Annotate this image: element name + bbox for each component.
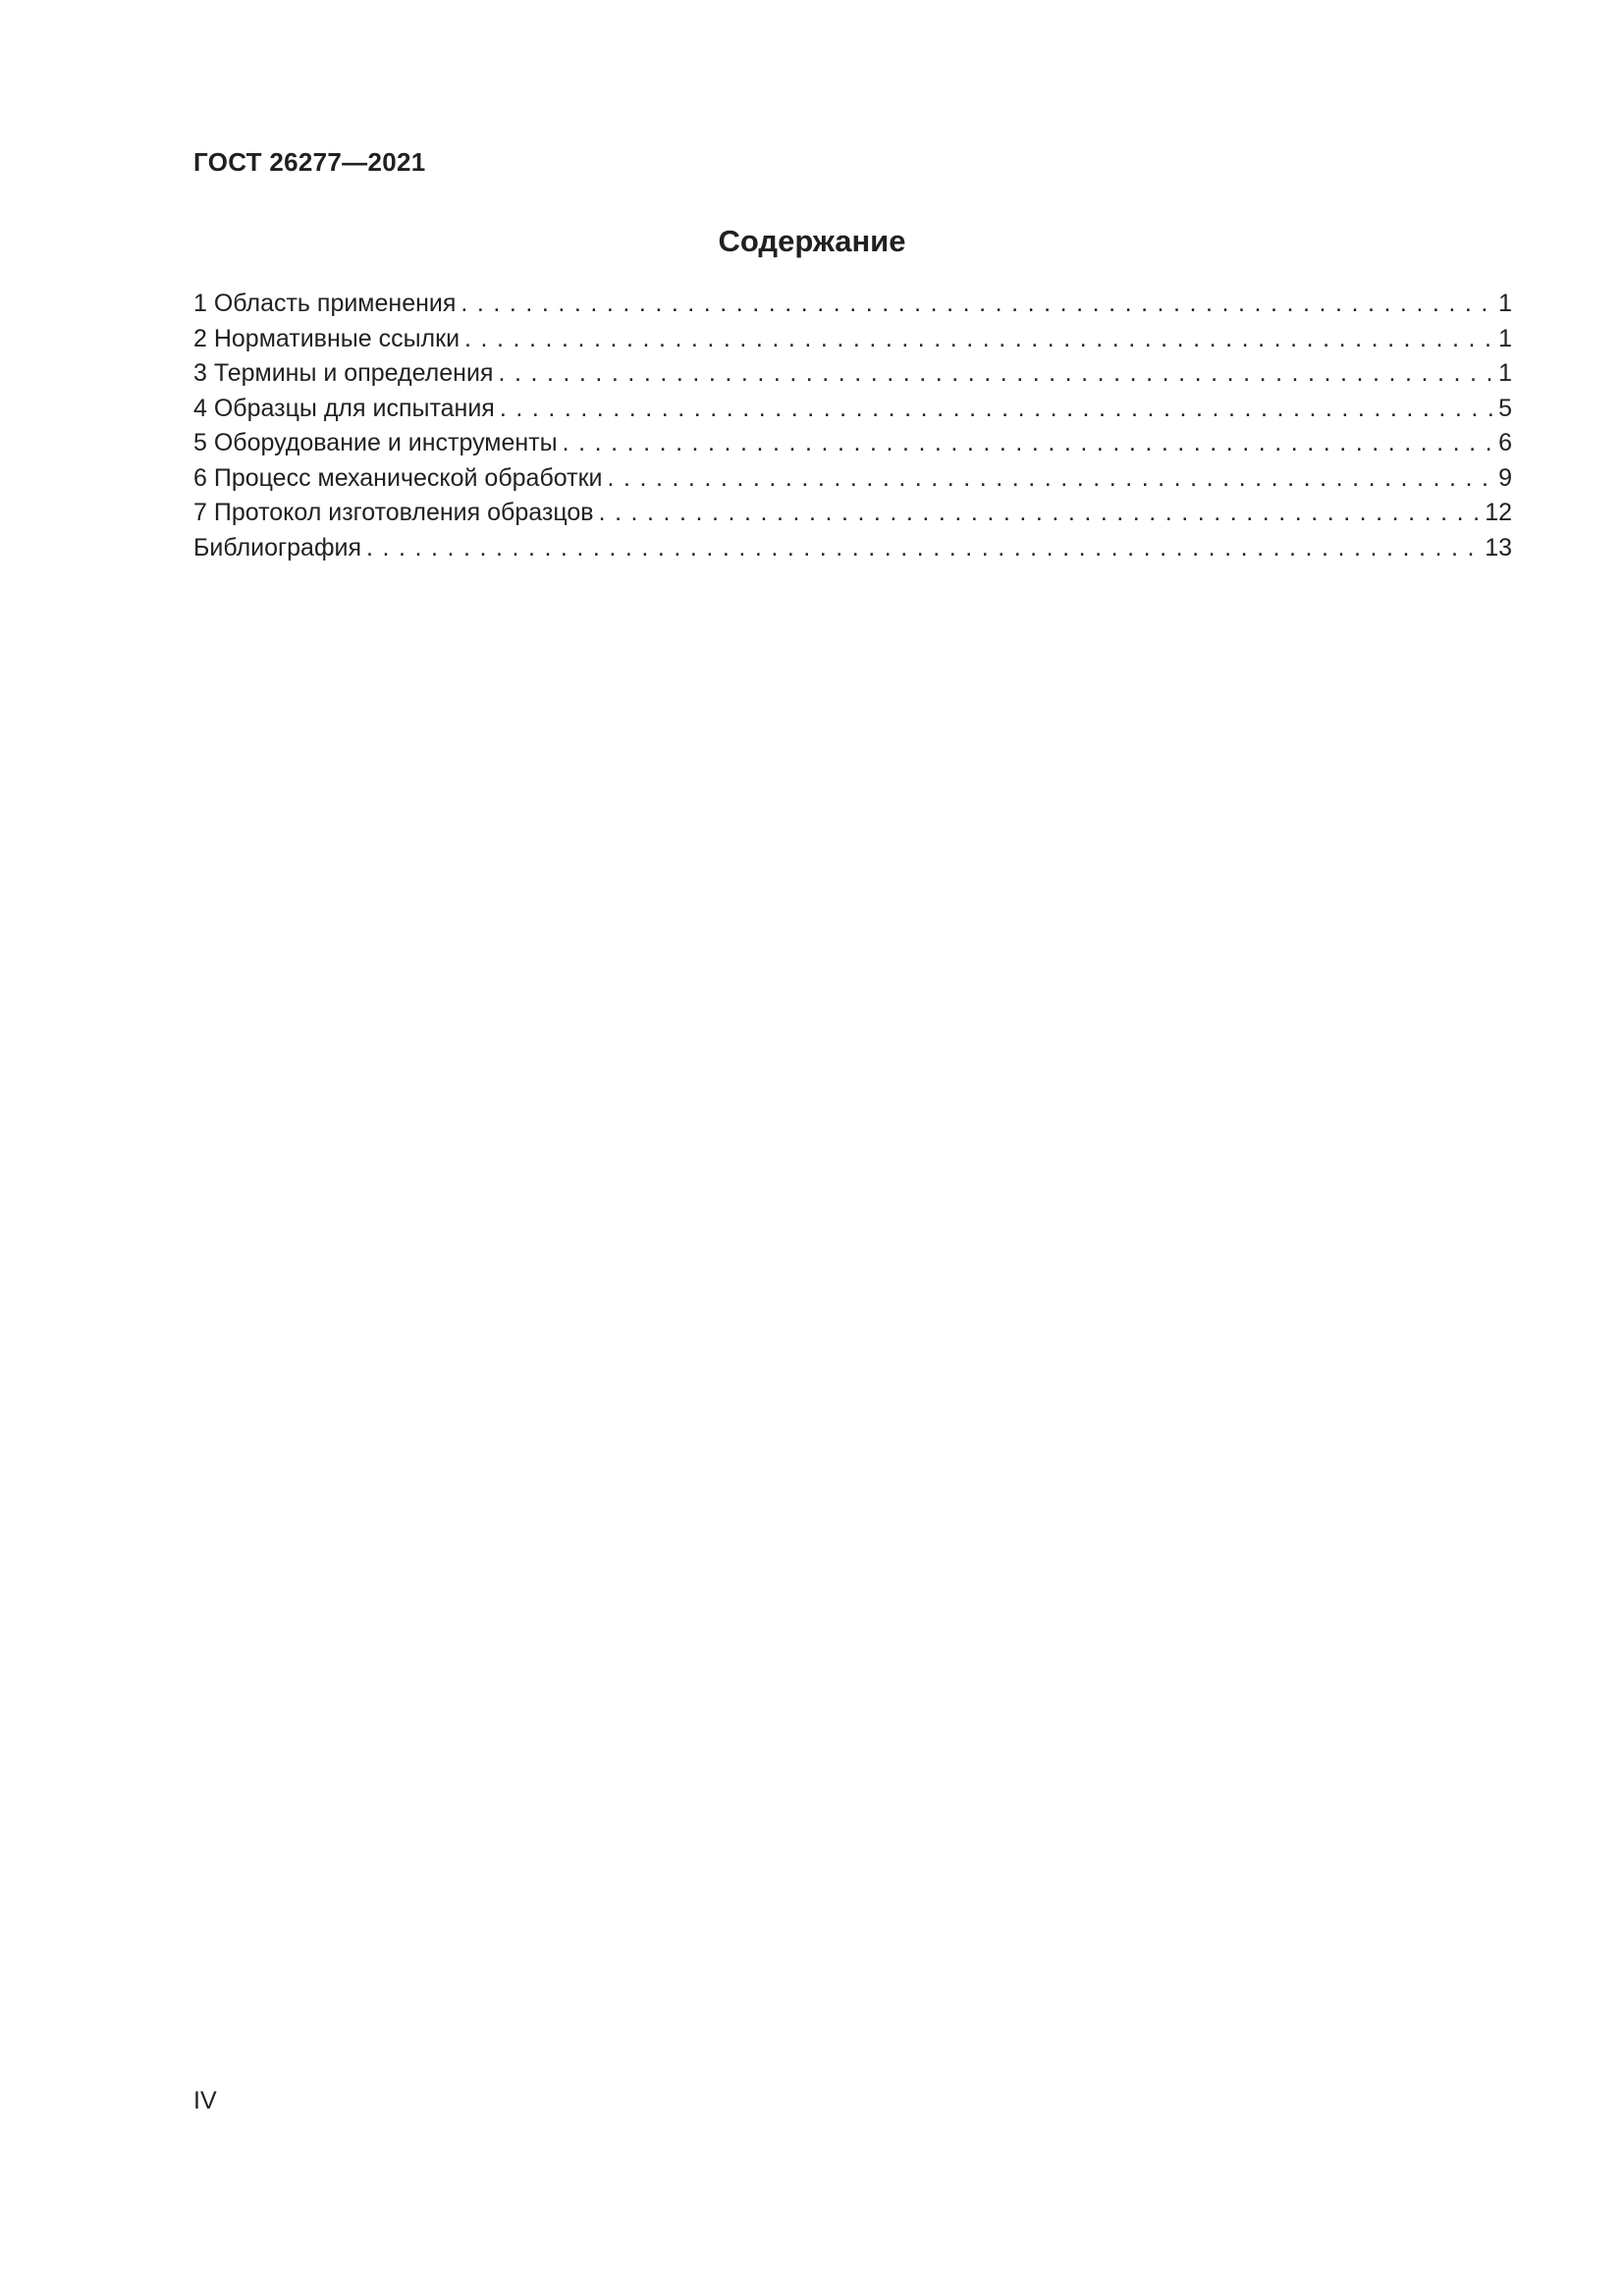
toc-dot-leader [602,461,1496,497]
document-code: ГОСТ 26277—2021 [193,147,426,177]
toc-dot-leader [361,531,1483,566]
toc-dot-leader [558,426,1496,461]
toc-entry-test-specimens[interactable] [193,392,1512,427]
toc-entry-page: 1 [1498,324,1512,352]
toc-entry-specimen-report[interactable] [193,496,1512,531]
table-of-contents [193,287,1512,565]
page-number: IV [193,2087,217,2114]
toc-entry-equipment-tools[interactable] [193,426,1512,461]
toc-entry-title: 2 Нормативные ссылки [193,324,460,352]
toc-entry-page: 1 [1498,290,1512,317]
toc-entry-terms-definitions[interactable] [193,356,1512,392]
toc-heading: Содержание [718,224,906,258]
toc-entry-title: 6 Процесс механической обработки [193,463,603,492]
toc-dot-leader [460,322,1496,357]
toc-entry-title: 7 Протокол изготовления образцов [193,499,594,526]
toc-entry-bibliography[interactable] [193,531,1512,566]
toc-entry-page: 9 [1498,463,1512,492]
toc-entry-title: 4 Образцы для испытания [193,394,495,422]
toc-dot-leader [495,392,1496,427]
toc-entry-title: 3 Термины и определения [193,359,494,387]
toc-entry-title: Библиография [193,533,362,561]
toc-entry-title: 5 Оборудование и инструменты [193,429,558,456]
toc-entry-normative-references[interactable] [193,322,1512,357]
toc-entry-title: 1 Область применения [193,290,457,317]
toc-entry-page: 12 [1485,499,1512,526]
toc-dot-leader [456,287,1496,322]
toc-entry-scope[interactable] [193,287,1512,322]
toc-entry-page: 6 [1498,429,1512,456]
toc-entry-page: 1 [1498,359,1512,387]
toc-entry-machining-process[interactable] [193,461,1512,497]
toc-entry-page: 5 [1498,394,1512,422]
toc-entry-page: 13 [1485,533,1512,561]
toc-dot-leader [594,496,1484,531]
toc-dot-leader [493,356,1496,392]
